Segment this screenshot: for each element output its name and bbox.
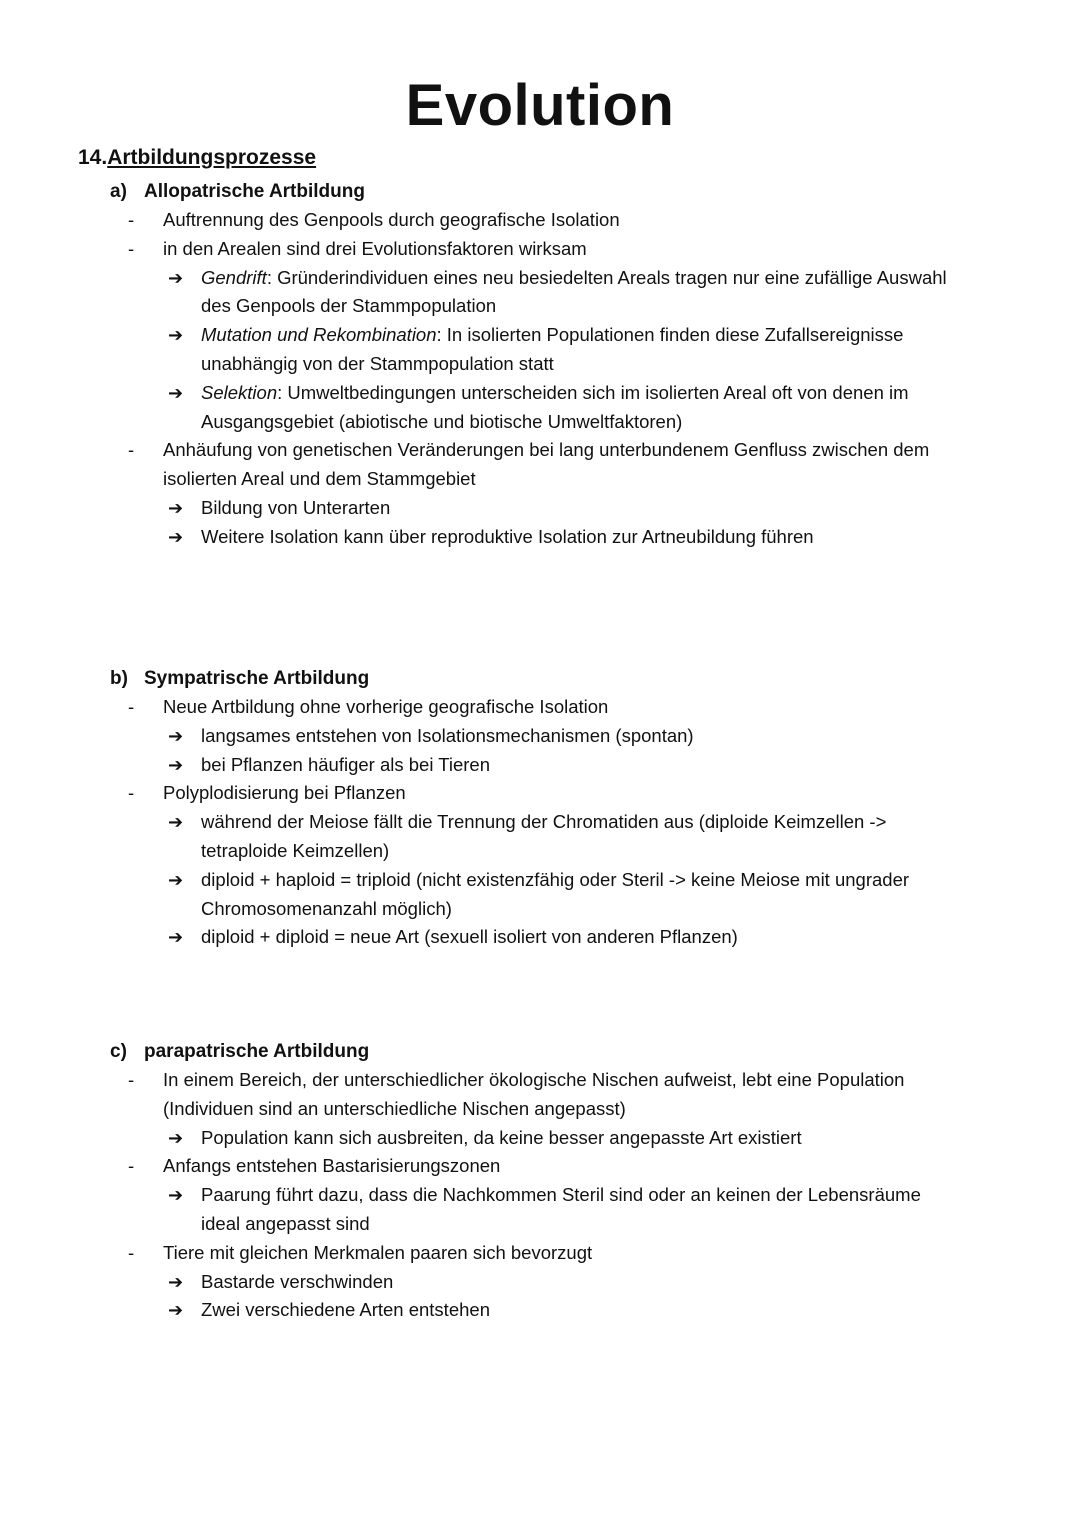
subsection-letter: b) [110,668,128,689]
arrow-icon: ➔ [168,1300,184,1321]
section-title: Artbildungsprozesse [107,146,317,169]
term-label: Mutation und Rekombination [201,324,437,346]
arrow-text: Gründerindividuen eines neu besiedelten Areals tragen nur eine zufällige Auswahl [277,266,947,288]
arrow-item-continuation [110,837,1030,866]
arrow-icon: ➔ [168,497,184,518]
subsection-letter: c) [110,1041,127,1062]
bullet-item [110,1239,1030,1268]
bullet-text: (Individuen sind an unterschiedliche Nischen angepasst) [163,1097,626,1119]
term-label: Selektion [201,381,278,403]
page-title: Evolution [405,73,675,138]
arrow-text: ideal angepasst sind [201,1212,370,1234]
arrow-icon: ➔ [168,1127,184,1148]
arrow-text: Umweltbedingungen unterscheiden sich im isolierten Areal oft von denen im [287,381,909,403]
arrow-item [110,1181,1030,1210]
section-heading [78,146,316,170]
bullet-item [110,206,1030,235]
arrow-item [110,264,1030,293]
arrow-item [110,321,1030,350]
term-separator: : [436,324,447,346]
bullet-item [110,693,1030,722]
bullet-item [110,436,1030,465]
arrow-item [110,379,1030,408]
dash-marker: - [128,696,135,717]
arrow-text: unabhängig von der Stammpopulation statt [201,352,554,374]
arrow-item [110,523,1030,552]
subsection-sympatric [110,664,1030,952]
arrow-item-continuation [110,1210,1030,1239]
arrow-item-continuation [110,292,1030,321]
arrow-item-continuation [110,895,1030,924]
arrow-text: diploid + haploid = triploid (nicht existenzfähig oder Steril -> keine Meiose mit ungrader [201,868,910,890]
bullet-text: isolierten Areal und dem Stammgebiet [163,468,476,490]
arrow-item [110,808,1030,837]
bullet-text: Polyplodisierung bei Pflanzen [163,782,406,804]
bullet-text: Anfangs entstehen Bastarisierungszonen [163,1155,501,1177]
dash-marker: - [128,1155,135,1177]
arrow-item [110,494,1030,523]
arrow-text: Bildung von Unterarten [201,496,391,518]
dash-marker: - [128,209,135,230]
arrow-icon: ➔ [168,267,184,288]
arrow-text: Weitere Isolation kann über reproduktive Isolation zur Artneubildung führen [201,525,814,547]
arrow-text: Paarung führt dazu, dass die Nachkommen Steril sind oder an keinen der Lebensräume [201,1184,921,1206]
arrow-icon: ➔ [168,812,184,833]
dash-marker: - [128,439,135,461]
arrow-icon: ➔ [168,725,184,746]
bullet-item-continuation [110,1095,1030,1124]
arrow-text: während der Meiose fällt die Trennung der Chromatiden aus (diploide Keimzellen -> [201,811,887,833]
arrow-text: bei Pflanzen häufiger als bei Tieren [201,753,490,775]
dash-marker: - [128,1241,135,1263]
arrow-text: In isolierten Populationen finden diese Zufallsereignisse [446,324,904,346]
bullet-item [110,779,1030,808]
bullet-text: Auftrennung des Genpools durch geografische Isolation [163,209,620,230]
arrow-icon: ➔ [168,382,184,403]
bullet-text: In einem Bereich, der unterschiedlicher ökologische Nischen aufweist, lebt eine Population [163,1069,905,1090]
dash-marker: - [128,782,135,804]
arrow-text: tetraploide Keimzellen) [201,839,390,861]
subsection-parapatric [110,1037,1030,1325]
arrow-text: Chromosomenanzahl möglich) [201,897,452,919]
arrow-icon: ➔ [168,1185,184,1206]
arrow-item [110,1124,1030,1153]
term-separator: : [277,381,288,403]
arrow-item-continuation [110,408,1030,437]
bullet-text: Anhäufung von genetischen Veränderungen bei lang unterbundenem Genfluss zwischen dem [163,439,930,461]
subsection-title [110,177,1030,206]
arrow-text: langsames entstehen von Isolationsmechanismen (spontan) [201,724,694,746]
arrow-text: des Genpools der Stammpopulation [201,295,497,317]
bullet-item-continuation [110,465,1030,494]
arrow-text: Zwei verschiedene Arten entstehen [201,1299,490,1321]
bullet-item [110,1152,1030,1181]
arrow-text: Population kann sich ausbreiten, da keine besser angepasste Art existiert [201,1126,802,1148]
arrow-icon: ➔ [168,927,184,948]
subsection-title-text: Allopatrische Artbildung [144,181,365,202]
dash-marker: - [128,1069,135,1090]
arrow-item [110,722,1030,751]
arrow-item [110,1268,1030,1297]
arrow-item [110,751,1030,780]
bullet-item [110,235,1030,264]
bullet-text: Tiere mit gleichen Merkmalen paaren sich bevorzugt [163,1241,593,1263]
subsection-letter: a) [110,181,127,202]
arrow-item-continuation [110,350,1030,379]
subsection-title [110,1037,1030,1066]
subsection-title-text: Sympatrische Artbildung [144,668,370,689]
arrow-item [110,866,1030,895]
arrow-item [110,1296,1030,1325]
term-separator: : [266,266,278,288]
section-number: 14. [78,146,108,169]
bullet-text: in den Arealen sind drei Evolutionsfaktoren wirksam [163,237,587,259]
arrow-icon: ➔ [168,869,184,890]
arrow-icon: ➔ [168,754,184,775]
arrow-item [110,923,1030,952]
bullet-item [110,1066,1030,1095]
arrow-icon: ➔ [168,325,184,346]
subsection-title [110,664,1030,693]
bullet-text: Neue Artbildung ohne vorherige geografische Isolation [163,696,609,717]
subsection-allopatric [110,177,1030,552]
arrow-icon: ➔ [168,526,184,547]
term-label: Gendrift [201,266,267,288]
arrow-text: Bastarde verschwinden [201,1270,394,1292]
arrow-text: Ausgangsgebiet (abiotische und biotische Umweltfaktoren) [201,410,683,432]
dash-marker: - [128,237,135,259]
subsection-title-text: parapatrische Artbildung [144,1041,370,1062]
arrow-icon: ➔ [168,1271,184,1292]
arrow-text: diploid + diploid = neue Art (sexuell isoliert von anderen Pflanzen) [201,926,738,948]
